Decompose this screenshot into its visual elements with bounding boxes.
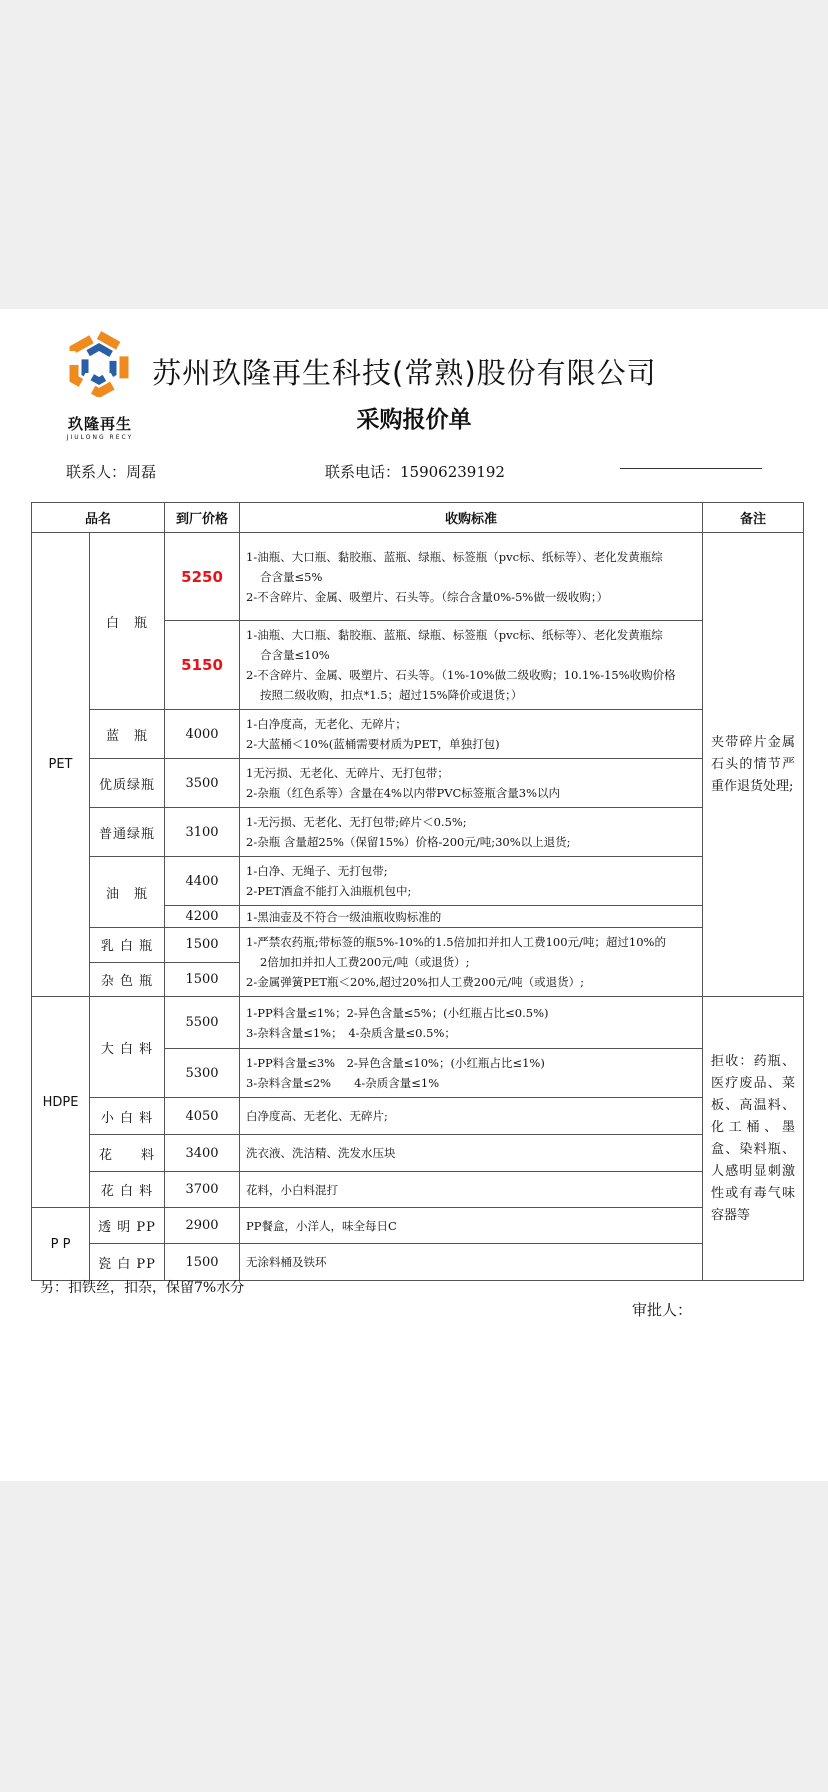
standard-cell: 白净度高、无老化、无碎片;: [240, 1098, 703, 1135]
standard-cell: 洗衣液、洗洁精、洗发水压块: [240, 1135, 703, 1172]
standard-line: 2倍加扣并扣人工费200元/吨（或退货）;: [260, 955, 470, 969]
price-value: 1500: [165, 1244, 240, 1281]
standard-line: 2-大蓝桶＜10%(蓝桶需要材质为PET，单独打包): [246, 737, 500, 751]
standard-line: 1-白净度高，无老化、无碎片；: [246, 717, 407, 731]
product-name: 杂 色 瓶: [90, 962, 165, 997]
standard-line: 2-不含碎片、金属、吸塑片、石头等。（1%-10%做二级收购；10.1%-15%收购价格: [246, 668, 676, 682]
table-row: [32, 533, 804, 621]
standard-line: 2-杂瓶（红色系等）含量在4%以内带PVC标签瓶含量3%以内: [246, 786, 561, 800]
product-name: 花 白 料: [90, 1172, 165, 1208]
price-value: 5500: [165, 997, 240, 1049]
price-value: 4000: [165, 710, 240, 759]
standard-line: 合含量≤5%: [260, 569, 323, 584]
extra-note: 另：扣铁丝，扣杂，保留7%水分: [40, 1280, 245, 1296]
header-price: 到厂价格: [165, 503, 240, 533]
price-value: 5150: [165, 621, 240, 710]
standard-line: 2-不含碎片、金属、吸塑片、石头等。（综合含量0%-5%做一级收购；）: [246, 589, 609, 604]
header-product-name: 品名: [32, 503, 165, 533]
company-name: 苏州玖隆再生科技(常熟)股份有限公司: [152, 356, 657, 390]
header-remarks: 备注: [703, 503, 804, 533]
standard-line: 2-PET酒盒不能打入油瓶机包中;: [246, 884, 412, 898]
price-value: 4050: [165, 1098, 240, 1135]
standard-line: 1-油瓶、大口瓶、黏胶瓶、蓝瓶、绿瓶、标签瓶（pvc标、纸标等）、老化发黄瓶综: [246, 549, 663, 564]
product-name: 花 料: [90, 1135, 165, 1172]
standard-line: 1-PP料含量≤1%；2-异色含量≤5%；(小红瓶占比≤0.5%): [246, 1005, 549, 1020]
category-pp: P P: [32, 1208, 90, 1281]
document-title: 采购报价单: [356, 407, 472, 433]
table-row: [32, 1208, 804, 1244]
standard-cell: [240, 997, 703, 1049]
standard-cell: [240, 759, 703, 808]
approver-label: 审批人：: [632, 1301, 693, 1319]
table-row: [32, 710, 804, 759]
product-name: 大 白 料: [90, 997, 165, 1098]
standard-cell: 花料，小白料混打: [240, 1172, 703, 1208]
standard-line: 2-杂瓶 含量超25%（保留15%）价格-200元/吨;30%以上退货;: [246, 835, 571, 849]
header-standard: 收购标准: [240, 503, 703, 533]
contact-person: 联系人：周磊: [66, 463, 157, 481]
price-value: 1500: [165, 928, 240, 963]
document-page: [0, 309, 828, 1481]
logo-english-text: JIULONG RECY: [66, 434, 134, 441]
category-pet: PET: [32, 533, 90, 997]
standard-line: 1-油瓶、大口瓶、黏胶瓶、蓝瓶、绿瓶、标签瓶（pvc标、纸标等）、老化发黄瓶综: [246, 628, 663, 642]
signature-blank-line: [620, 468, 762, 469]
product-name: 油 瓶: [90, 857, 165, 928]
product-name: 小 白 料: [90, 1098, 165, 1135]
contact-phone: 联系电话：15906239192: [325, 463, 505, 481]
standard-cell: 无涂料桶及铁环: [240, 1244, 703, 1281]
price-table: [31, 502, 804, 1281]
remarks-pet: 夹带碎片金属石头的情节严重作退货处理;: [703, 533, 804, 997]
price-value: 3400: [165, 1135, 240, 1172]
table-row: [32, 1135, 804, 1172]
price-value: 3100: [165, 808, 240, 857]
standard-cell: [240, 857, 703, 906]
standard-cell: [240, 928, 703, 997]
standard-line: 3-杂料含量≤2% 4-杂质含量≤1%: [246, 1076, 440, 1090]
standard-line: 1无污损、无老化、无碎片、无打包带；: [246, 766, 449, 780]
standard-cell: [240, 621, 703, 710]
price-value: 4200: [165, 906, 240, 928]
category-hdpe: HDPE: [32, 997, 90, 1208]
price-value: 3700: [165, 1172, 240, 1208]
product-name: 普通绿瓶: [90, 808, 165, 857]
table-row: [32, 1098, 804, 1135]
standard-line: 3-杂料含量≤1%； 4-杂质含量≤0.5%；: [246, 1025, 456, 1040]
standard-cell: [240, 533, 703, 621]
table-row: [32, 808, 804, 857]
product-name: 优质绿瓶: [90, 759, 165, 808]
standard-cell: [240, 710, 703, 759]
price-value: 5250: [165, 533, 240, 621]
table-header-row: [32, 503, 804, 533]
standard-cell: PP餐盒，小洋人，味全每日C: [240, 1208, 703, 1244]
price-value: 4400: [165, 857, 240, 906]
table-row: [32, 857, 804, 906]
standard-cell: [240, 1049, 703, 1098]
table-row: [32, 1244, 804, 1281]
standard-line: 2-金属弹簧PET瓶＜20%,超过20%扣人工费200元/吨（或退货）;: [246, 975, 584, 989]
price-value: 1500: [165, 962, 240, 997]
remarks-hdpe-pp: 拒收：药瓶、医疗废品、菜板、高温料、化工桶、墨盒、染料瓶、人感明显刺激性或有毒气味容器等: [703, 997, 804, 1281]
product-name: 蓝 瓶: [90, 710, 165, 759]
price-value: 2900: [165, 1208, 240, 1244]
table-row: [32, 928, 804, 963]
standard-line: 1-PP料含量≤3% 2-异色含量≤10%；(小红瓶占比≤1%): [246, 1056, 545, 1070]
hexagon-logo-icon: [66, 331, 132, 397]
table-row: [32, 1172, 804, 1208]
standard-line: 1-白净、无绳子、无打包带;: [246, 864, 388, 878]
standard-line: 1-无污损、无老化、无打包带;碎片＜0.5%;: [246, 815, 467, 829]
product-name: 乳 白 瓶: [90, 928, 165, 963]
product-name: 白 瓶: [90, 533, 165, 710]
table-row: [32, 759, 804, 808]
standard-line: 合含量≤10%: [260, 648, 330, 662]
standard-line: 按照二级收购，扣点*1.5；超过15%降价或退货；）: [260, 688, 523, 702]
table-row: [32, 997, 804, 1049]
product-name: 透 明 PP: [90, 1208, 165, 1244]
standard-cell: [240, 808, 703, 857]
price-value: 5300: [165, 1049, 240, 1098]
product-name: 瓷 白 PP: [90, 1244, 165, 1281]
standard-line: 1-严禁农药瓶;带标签的瓶5%-10%的1.5倍加扣并扣人工费100元/吨；超过10%的: [246, 935, 666, 949]
price-value: 3500: [165, 759, 240, 808]
standard-cell: 1-黑油壶及不符合一级油瓶收购标准的: [240, 906, 703, 928]
logo-chinese-text: 玖隆再生: [67, 415, 132, 433]
